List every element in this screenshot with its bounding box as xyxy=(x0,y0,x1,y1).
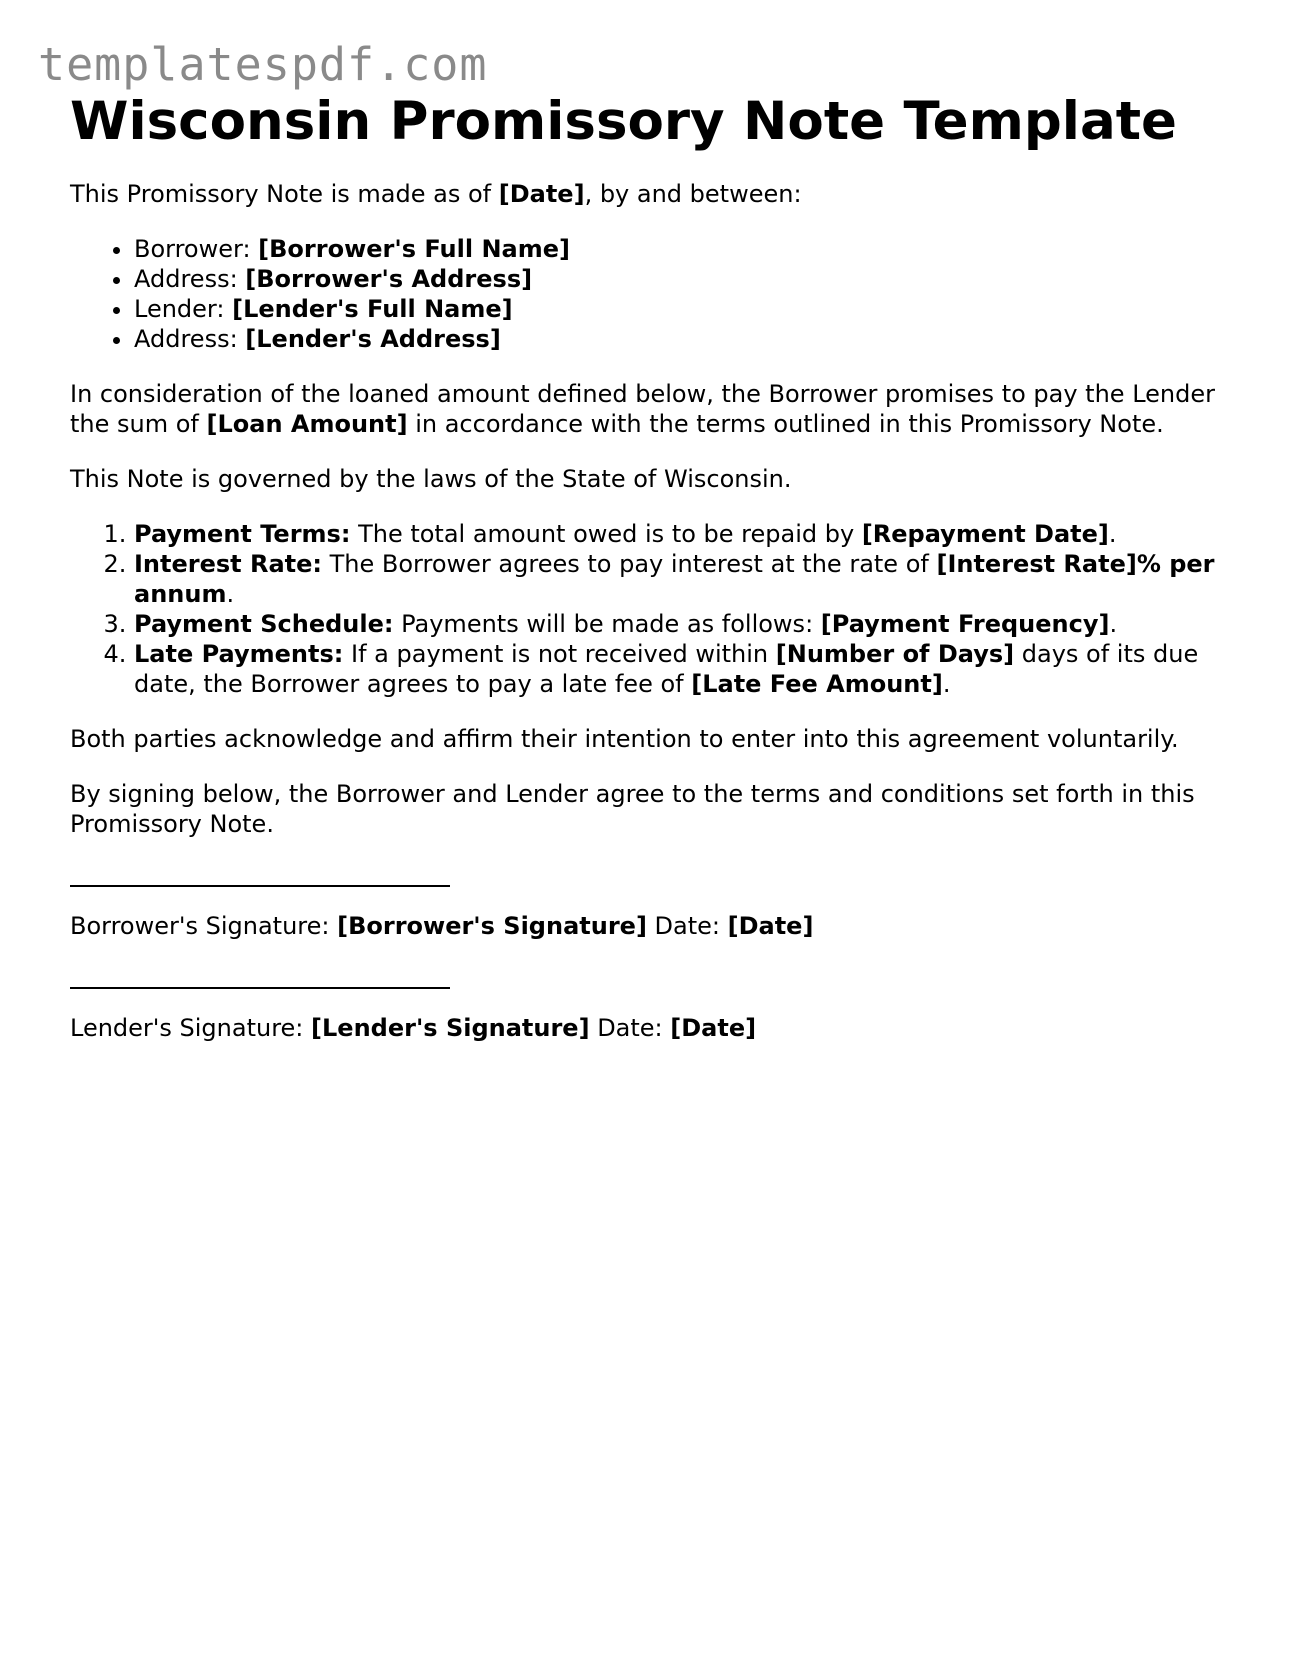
term-text: . xyxy=(1109,610,1118,638)
party-value: [Lender's Full Name] xyxy=(232,295,513,323)
term-interest-rate xyxy=(134,549,1220,609)
loan-amount-field: [Loan Amount] xyxy=(206,410,408,438)
lender-date-label: Date: xyxy=(589,1014,671,1042)
lender-signature-field: [Lender's Signature] xyxy=(311,1014,590,1042)
intro-suffix: , by and between: xyxy=(584,180,802,208)
term-text: . xyxy=(942,670,951,698)
term-text: Payments will be made as follows: xyxy=(393,610,821,638)
lender-date-field: [Date] xyxy=(670,1014,757,1042)
term-heading: Payment Schedule: xyxy=(134,610,394,638)
party-value: [Borrower's Full Name] xyxy=(258,235,570,263)
term-heading: Interest Rate: xyxy=(134,550,323,578)
party-borrower-address xyxy=(134,264,1220,294)
borrower-date-label: Date: xyxy=(646,912,728,940)
party-value: [Borrower's Address] xyxy=(245,265,533,293)
term-text: . xyxy=(226,580,235,608)
borrower-signature-block xyxy=(70,911,1220,941)
lender-signature-label: Lender's Signature: xyxy=(70,1014,312,1042)
term-text: . xyxy=(1108,520,1117,548)
term-text: If a payment is not received within xyxy=(343,640,776,668)
consideration-prefix: In consideration of the loaned amount defined below, the Borrower promises to pay the Lender the sum of xyxy=(70,380,1215,438)
party-label: Address: xyxy=(134,265,246,293)
borrower-signature-line xyxy=(70,885,450,887)
lender-signature-line xyxy=(70,987,450,989)
term-field: [Late Fee Amount] xyxy=(691,670,943,698)
term-field: [Repayment Date] xyxy=(861,520,1109,548)
term-field: [Number of Days] xyxy=(775,640,1015,668)
term-field: [Payment Frequency] xyxy=(820,610,1110,638)
term-text: The Borrower agrees to pay interest at the rate of xyxy=(322,550,937,578)
party-lender-address xyxy=(134,324,1220,354)
consideration-paragraph xyxy=(70,379,1220,439)
page-title: Wisconsin Promissory Note Template xyxy=(70,91,1177,152)
party-lender-name xyxy=(134,294,1220,324)
term-text: The total amount owed is to be repaid by xyxy=(350,520,862,548)
intro-paragraph xyxy=(70,179,1220,209)
signing-statement-paragraph: By signing below, the Borrower and Lender agree to the terms and conditions set forth in this Promissory Note. xyxy=(70,780,1195,838)
party-value: [Lender's Address] xyxy=(245,325,501,353)
terms-list xyxy=(70,519,1220,699)
parties-list xyxy=(70,234,1220,354)
party-label: Address: xyxy=(134,325,246,353)
party-label: Lender: xyxy=(134,295,233,323)
acknowledgement-paragraph: Both parties acknowledge and affirm their intention to enter into this agreement voluntarily. xyxy=(70,725,1179,753)
document-page xyxy=(70,88,1220,1043)
consideration-suffix: in accordance with the terms outlined in this Promissory Note. xyxy=(407,410,1164,438)
term-payment-schedule xyxy=(134,609,1220,639)
term-field: [Interest Rate]% per annum xyxy=(134,550,1215,608)
lender-signature-block xyxy=(70,1013,1220,1043)
governing-law-paragraph: This Note is governed by the laws of the State of Wisconsin. xyxy=(70,465,792,493)
watermark: templatespdf.com xyxy=(38,38,488,91)
intro-prefix: This Promissory Note is made as of xyxy=(70,180,499,208)
term-heading: Payment Terms: xyxy=(134,520,351,548)
party-label: Borrower: xyxy=(134,235,259,263)
intro-date-field: [Date] xyxy=(498,180,585,208)
term-late-payments xyxy=(134,639,1220,699)
term-heading: Late Payments: xyxy=(134,640,344,668)
borrower-signature-label: Borrower's Signature: xyxy=(70,912,338,940)
borrower-signature-field: [Borrower's Signature] xyxy=(337,912,647,940)
term-text: days of its due date, the Borrower agrees to pay a late fee of xyxy=(134,640,1199,698)
borrower-date-field: [Date] xyxy=(727,912,814,940)
term-payment-terms xyxy=(134,519,1220,549)
party-borrower-name xyxy=(134,234,1220,264)
